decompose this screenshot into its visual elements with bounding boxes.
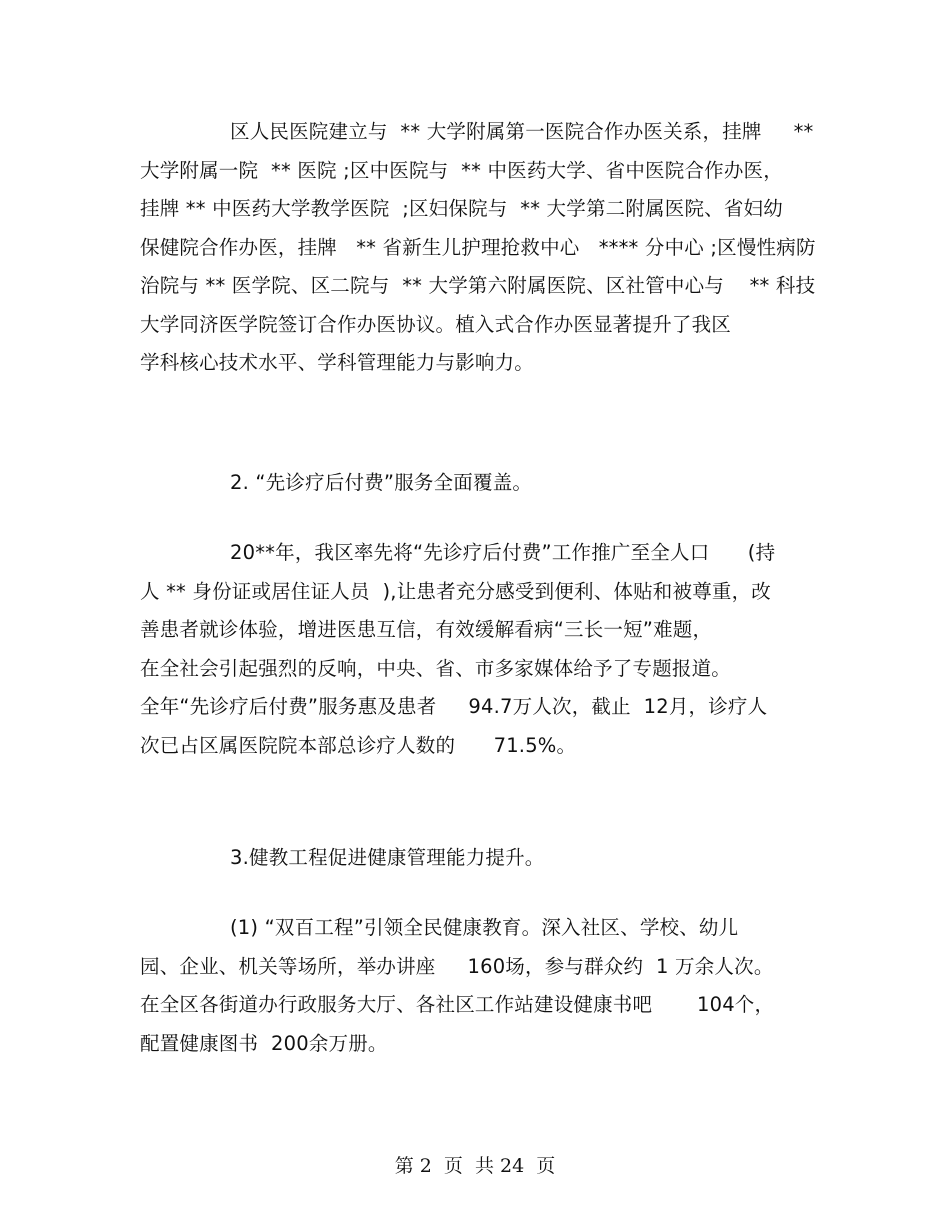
text-line: 20**年，我区率先将“先诊疗后付费”工作推广至全人口 (持 xyxy=(230,541,776,564)
text-line: 区人民医院建立与 ** 大学附属第一医院合作办医关系，挂牌 ** xyxy=(230,120,814,143)
text-line: 善患者就诊体验，增进医患互信，有效缓解看病“三长一短”难题， xyxy=(140,618,713,641)
text-line: 治院与 ** 医学院、区二院与 ** 大学第六附属医院、区社管中心与 ** 科技 xyxy=(140,274,816,297)
text-line: 配置健康图书 200余万册。 xyxy=(140,1031,388,1055)
text-line: 保健院合作办医，挂牌 ** 省新生儿护理抢救中心 **** 分中心 ;区慢性病防 xyxy=(140,235,816,259)
text-line: 在全社会引起强烈的反响，中央、省、市多家媒体给予了专题报道。 xyxy=(140,656,732,680)
text-line: (1) “双百工程”引领全民健康教育。深入社区、学校、幼儿 xyxy=(230,916,739,939)
text-line: 2. “先诊疗后付费”服务全面覆盖。 xyxy=(230,471,533,494)
page-footer: 第 2 页 共 24 页 xyxy=(394,1155,556,1177)
text-line: 次已占区属医院院本部总诊疗人数的 71.5%。 xyxy=(140,733,577,757)
text-line: 学科核心技术水平、学科管理能力与影响力。 xyxy=(140,351,535,374)
text-line: 在全区各街道办行政服务大厅、各社区工作站建设健康书吧 104个， xyxy=(140,993,775,1016)
text-line: 大学附属一院 ** 医院 ;区中医院与 ** 中医药大学、省中医院合作办医， xyxy=(140,158,783,182)
text-line: 园、企业、机关等场所，举办讲座 160场，参与群众约 1 万余人次。 xyxy=(140,954,774,978)
text-line: 3.健教工程促进健康管理能力提升。 xyxy=(230,846,545,869)
text-line: 全年“先诊疗后付费”服务惠及患者 94.7万人次，截止 12月，诊疗人 xyxy=(140,695,768,718)
text-line: 人 ** 身份证或居住证人员 ),让患者充分感受到便利、体贴和被尊重，改 xyxy=(140,579,772,603)
text-line: 大学同济医学院签订合作办医协议。植入式合作办医显著提升了我区 xyxy=(140,312,732,336)
text-line: 挂牌 ** 中医药大学教学医院 ;区妇保院与 ** 大学第二附属医院、省妇幼 xyxy=(140,197,783,220)
